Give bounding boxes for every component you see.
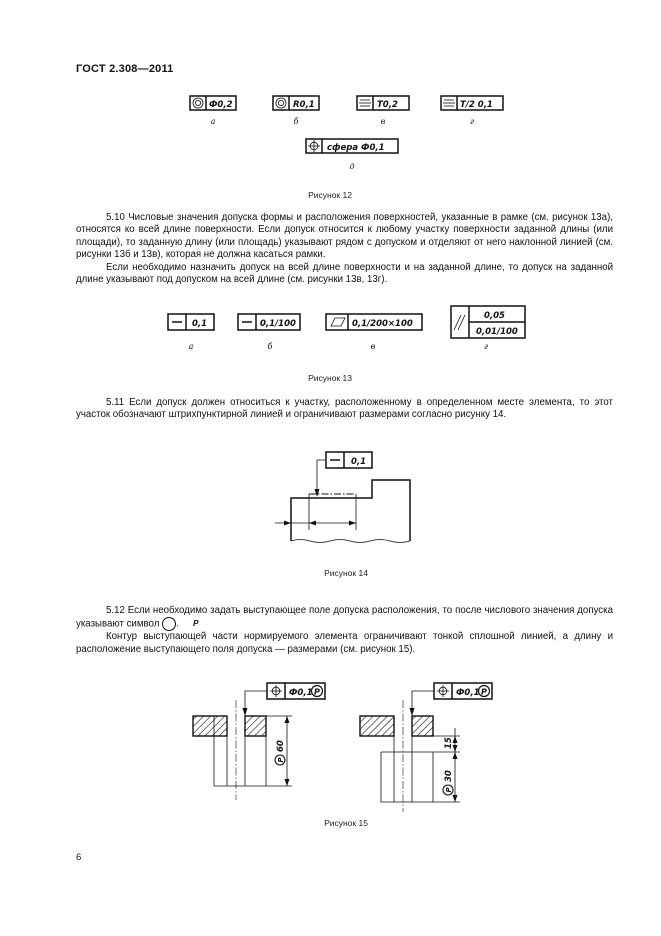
dim-left-symbol: P — [277, 757, 285, 763]
label-12v: в — [380, 117, 386, 126]
label-13v: в — [370, 342, 376, 351]
figure-14-caption: Рисунок 14 — [324, 568, 368, 578]
frame-15-right — [434, 683, 492, 699]
frame-15-left — [267, 683, 325, 699]
dim-right-symbol: P — [445, 787, 453, 793]
hatched-plate-right — [412, 716, 433, 736]
label-13b: б — [267, 342, 273, 351]
label-12d: д — [349, 162, 355, 171]
section-5-12-p2: Контур выступающей части нормируемого элемента ограничивают тонкой сплошной линией, а длину и расположение выступающего поля допуска — размерами (см. рисунок 15). — [76, 631, 613, 655]
frame-15-left-value: Ф0,1 — [289, 688, 313, 698]
frame-13g-value-bottom: 0,01/100 — [476, 327, 518, 337]
figure-15-caption: Рисунок 15 — [324, 818, 368, 828]
section-5-12-p1: 5.12 Если необходимо задать выступающее поле допуска расположения, то после числового значения допуска указывают символ P. — [76, 605, 613, 630]
dim-right-bottom: 30 — [444, 770, 454, 782]
dim-left-value: 60 — [276, 740, 286, 752]
hatched-plate-left — [193, 716, 227, 736]
fig15-left — [193, 683, 325, 800]
section-5-10-p1: 5.10 Числовые значения допуска формы и расположения поверхностей, указанные в рамке (см. рисунок 13а), относятся ко всей длине поверхности. Если допуск относится к любому участку поверхности заданной длины (или площади), то заданную длину (или площадь) указывают рядом с допуском и отделяют от него наклонной линией (см. рисунки 13б и 13в), которая не должна касаться рамки. — [76, 212, 613, 261]
frame-15-right-symbol: P — [481, 687, 487, 697]
frame-15-left-symbol: P — [314, 687, 320, 697]
label-13a: а — [188, 342, 194, 351]
label-12b: б — [293, 117, 299, 126]
label-13g: г — [483, 342, 489, 351]
hatched-plate-right — [245, 716, 266, 736]
frame-13b-value: 0,1/100 — [260, 319, 296, 329]
frame-13a-value: 0,1 — [192, 319, 208, 329]
section-5-11-p1: 5.11 Если допуск должен относиться к участку, расположенному в определенном месте элемента, то этот участок обозначают штрихпунктирной линией и ограничивают размерами согласно рисунку 14. — [76, 397, 613, 421]
frame-14-value: 0,1 — [351, 457, 367, 467]
page-number: 6 — [76, 852, 82, 863]
figure-12-caption: Рисунок 12 — [308, 190, 352, 200]
label-12a: а — [210, 117, 216, 126]
frame-12d-value: сфера Ф0,1 — [327, 143, 385, 153]
frame-15-right-value: Ф0,1 — [456, 688, 480, 698]
frame-13v-value: 0,1/200×100 — [352, 319, 413, 329]
section-5-12-p1-text: 5.12 Если необходимо задать выступающее поле допуска расположения, то после числового значения допуска указывают символ — [76, 605, 613, 630]
frame-12a-value: Ф0,2 — [209, 100, 233, 110]
frame-12g-value: T/2 0,1 — [460, 100, 493, 110]
document-header: ГОСТ 2.308—2011 — [76, 63, 174, 75]
dim-right-top: 15 — [444, 737, 454, 749]
figure-13-caption: Рисунок 13 — [308, 373, 352, 383]
frame-12b-value: R0,1 — [293, 100, 315, 110]
section-5-10-p2: Если необходимо назначить допуск на всей длине поверхности и на заданной длине, то допуск на заданной длине указывают под допуском на всей длине (см. рисунки 13в, 13г). — [76, 261, 613, 286]
frame-13g-value-top: 0,05 — [484, 311, 505, 321]
hatched-plate-left — [360, 716, 394, 736]
frame-12v-value: T0,2 — [377, 100, 398, 110]
fig15-right — [360, 683, 492, 812]
label-12g: г — [469, 117, 475, 126]
projected-tolerance-symbol: P — [162, 617, 176, 631]
